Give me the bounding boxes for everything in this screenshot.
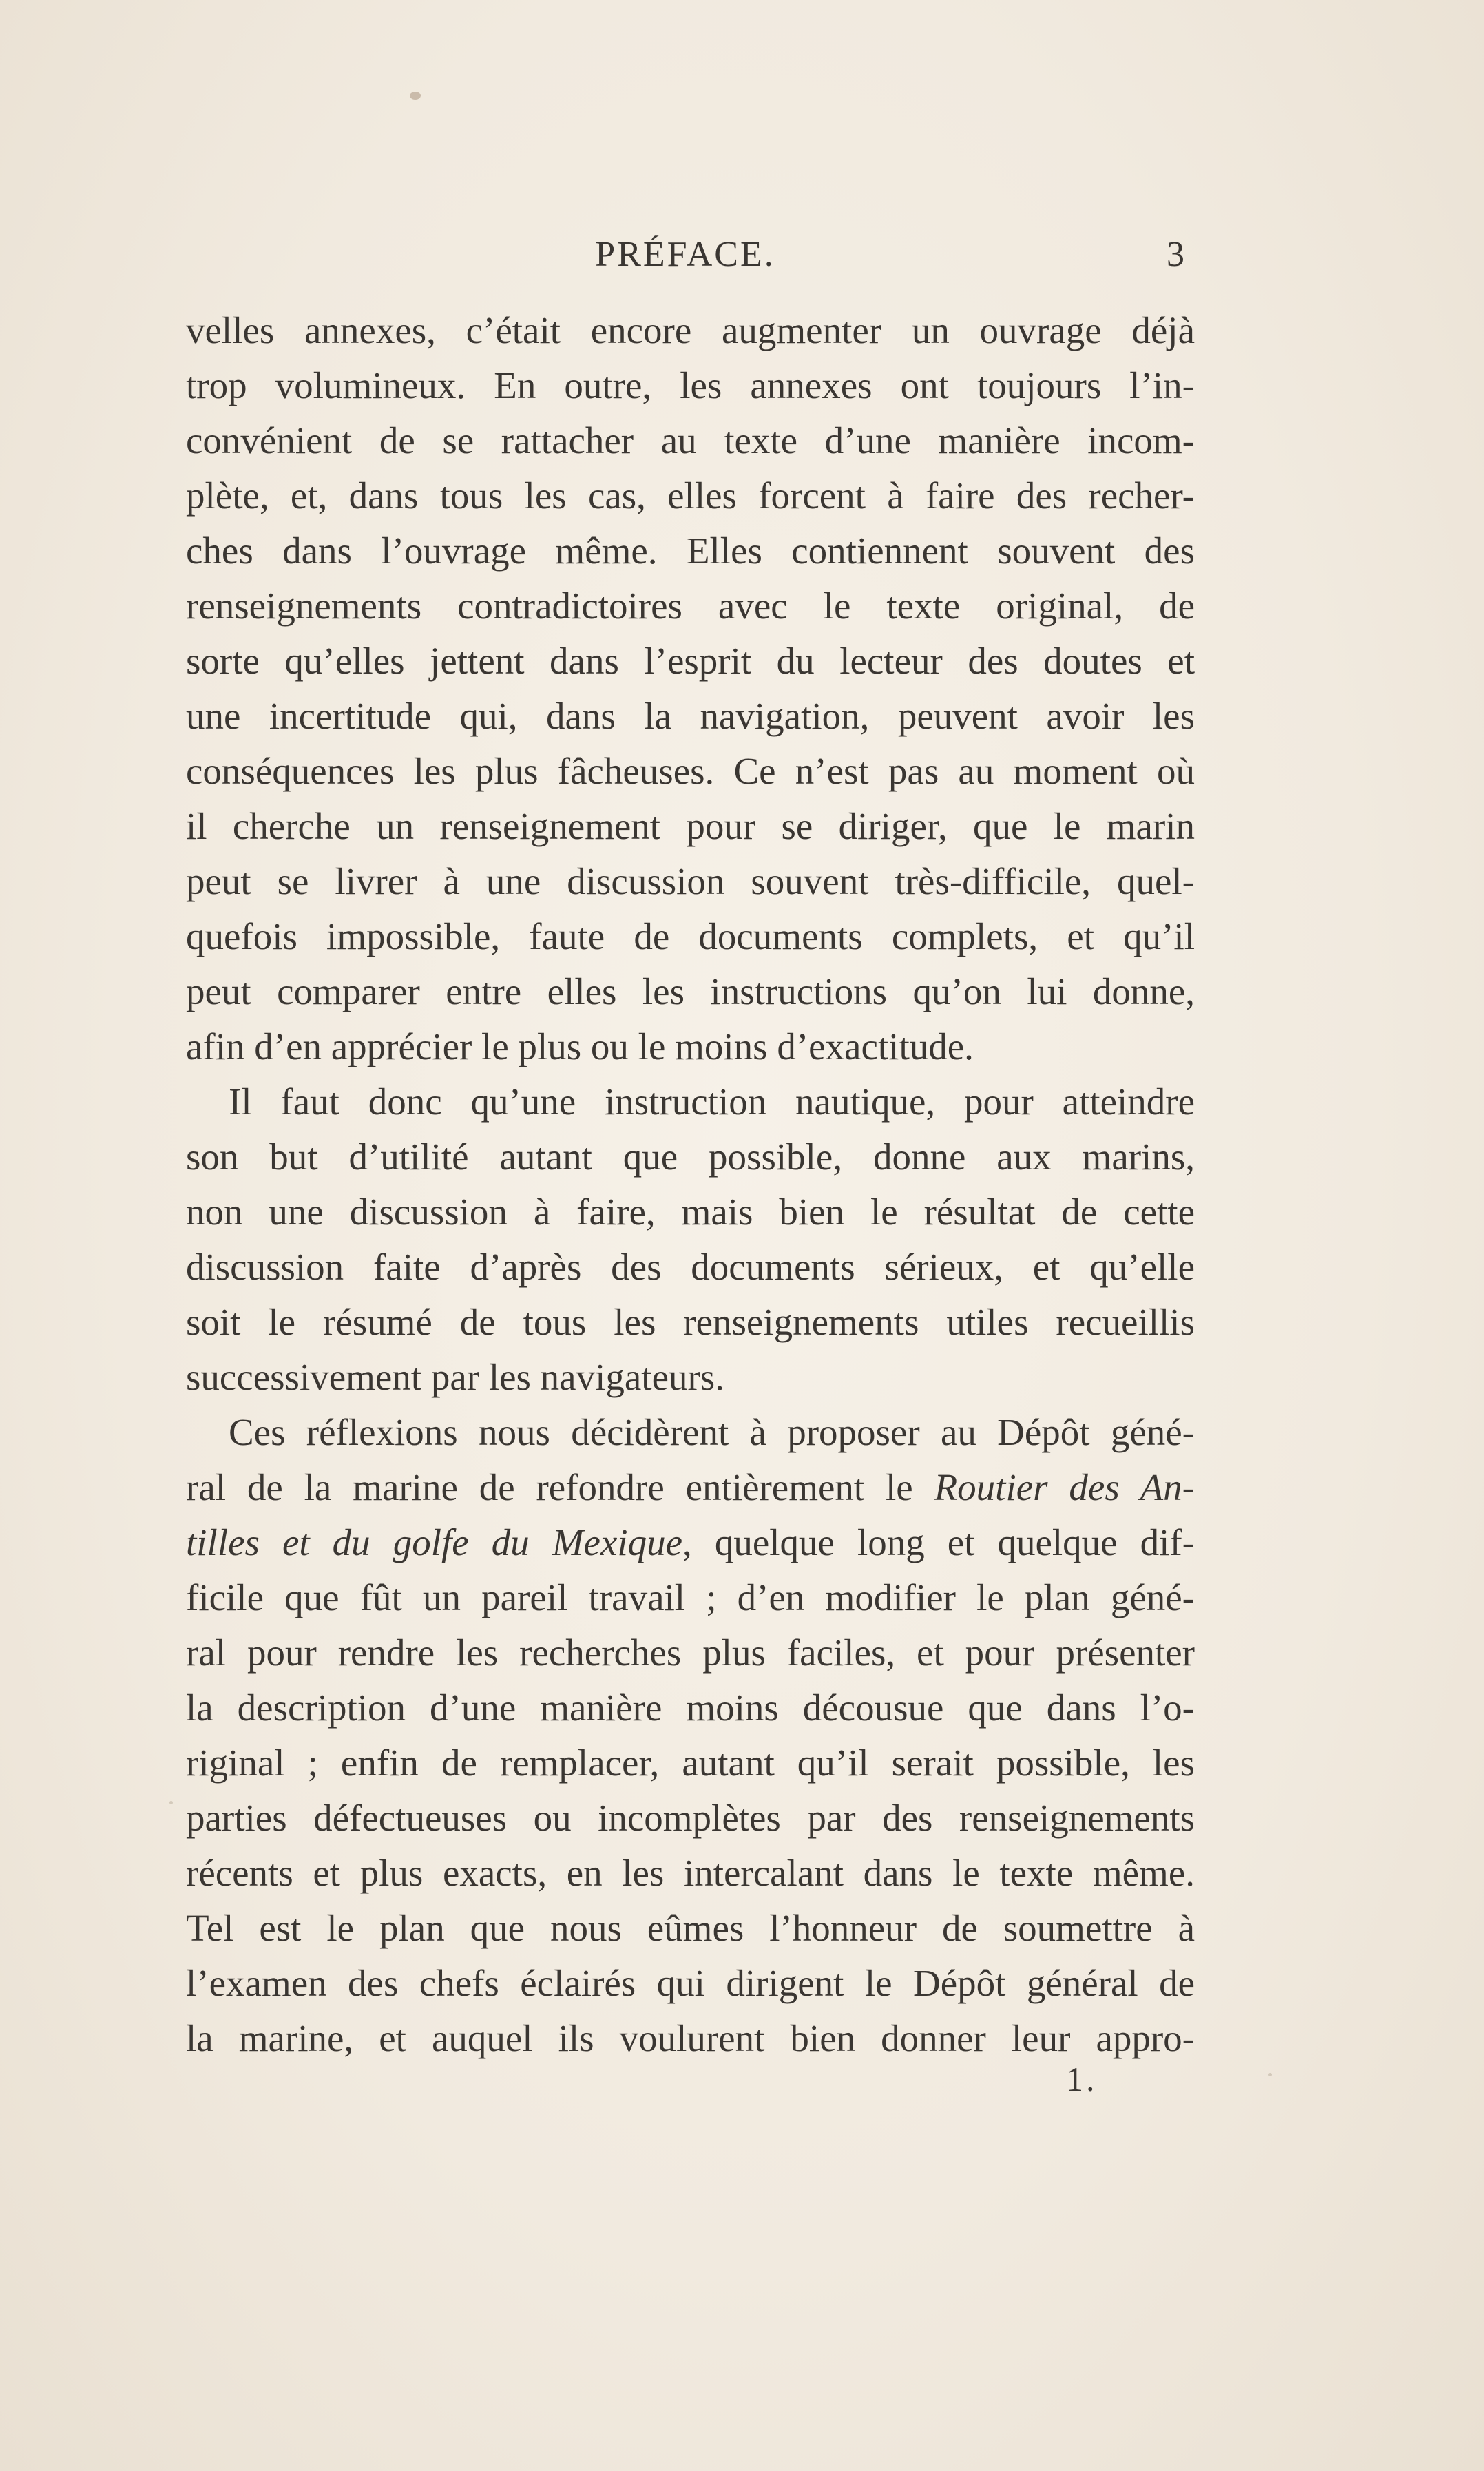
page-header bbox=[186, 234, 1184, 289]
text-line: Ces réflexions nous décidèrent à proposer au Dépôt géné- bbox=[229, 1411, 1195, 1453]
text-line: sorte qu’elles jettent dans l’esprit du lecteur des doutes et bbox=[186, 640, 1195, 682]
text-line: la marine, et auquel ils voulurent bien donner leur appro- bbox=[186, 2017, 1195, 2059]
text-line: ches dans l’ouvrage même. Elles contiennent souvent des bbox=[186, 530, 1195, 572]
book-title-italic: Routier des An- bbox=[934, 1466, 1195, 1508]
text-run: ral de la marine de refondre entièrement le bbox=[186, 1466, 934, 1508]
text-line: plète, et, dans tous les cas, elles forcent à faire des recher- bbox=[186, 475, 1195, 517]
text-line: soit le résumé de tous les renseignements utiles recueillis bbox=[186, 1301, 1195, 1343]
text-line: la description d’une manière moins décousue que dans l’o- bbox=[186, 1687, 1195, 1729]
text-line: renseignements contradictoires avec le texte original, de bbox=[186, 585, 1195, 627]
text-line: conséquences les plus fâcheuses. Ce n’est pas au moment où bbox=[186, 750, 1195, 792]
text-line bbox=[186, 1460, 1195, 1515]
paper-speck bbox=[1268, 2073, 1272, 2076]
book-title-italic: tilles et du golfe du Mexique bbox=[186, 1521, 683, 1563]
text-line: successivement par les navigateurs. bbox=[186, 1356, 724, 1398]
text-line: Tel est le plan que nous eûmes l’honneur de soumettre à bbox=[186, 1907, 1195, 1949]
text-line: Il faut donc qu’une instruction nautique, pour atteindre bbox=[229, 1081, 1195, 1123]
text-line: convénient de se rattacher au texte d’une manière incom- bbox=[186, 419, 1195, 461]
paper-speck bbox=[169, 1801, 173, 1804]
text-line: afin d’en apprécier le plus ou le moins d’exactitude. bbox=[186, 1025, 974, 1067]
text-line: peut comparer entre elles les instructions qu’on lui donne, bbox=[186, 970, 1195, 1012]
paper-speck bbox=[410, 92, 421, 100]
text-run: , quelque long et quelque dif- bbox=[682, 1521, 1195, 1563]
text-line: ficile que fût un pareil travail ; d’en modifier le plan géné- bbox=[186, 1576, 1195, 1618]
text-line: son but d’utilité autant que possible, donne aux marins, bbox=[186, 1136, 1195, 1178]
text-line bbox=[186, 1515, 1195, 1570]
text-line: velles annexes, c’était encore augmenter un ouvrage déjà bbox=[186, 309, 1195, 351]
text-line: discussion faite d’après des documents sérieux, et qu’elle bbox=[186, 1246, 1195, 1288]
text-line: récents et plus exacts, en les intercalant dans le texte même. bbox=[186, 1852, 1195, 1894]
text-line: une incertitude qui, dans la navigation, peuvent avoir les bbox=[186, 695, 1195, 737]
text-line: l’examen des chefs éclairés qui dirigent le Dépôt général de bbox=[186, 1962, 1195, 2004]
running-head: PRÉFACE. bbox=[595, 235, 775, 274]
text-line: quefois impossible, faute de documents complets, et qu’il bbox=[186, 915, 1195, 957]
body-text bbox=[186, 303, 1195, 2066]
text-line: non une discussion à faire, mais bien le résultat de cette bbox=[186, 1191, 1195, 1233]
text-line: il cherche un renseignement pour se diriger, que le marin bbox=[186, 805, 1195, 847]
text-line: ral pour rendre les recherches plus faciles, et pour présenter bbox=[186, 1631, 1195, 1674]
text-line: riginal ; enfin de remplacer, autant qu’il serait possible, les bbox=[186, 1742, 1195, 1784]
page-number: 3 bbox=[1167, 235, 1184, 274]
signature-mark: 1. bbox=[1066, 2060, 1098, 2098]
text-line: peut se livrer à une discussion souvent très-difficile, quel- bbox=[186, 860, 1195, 902]
text-line: trop volumineux. En outre, les annexes ont toujours l’in- bbox=[186, 364, 1195, 406]
text-line: parties défectueuses ou incomplètes par des renseignements bbox=[186, 1797, 1195, 1839]
